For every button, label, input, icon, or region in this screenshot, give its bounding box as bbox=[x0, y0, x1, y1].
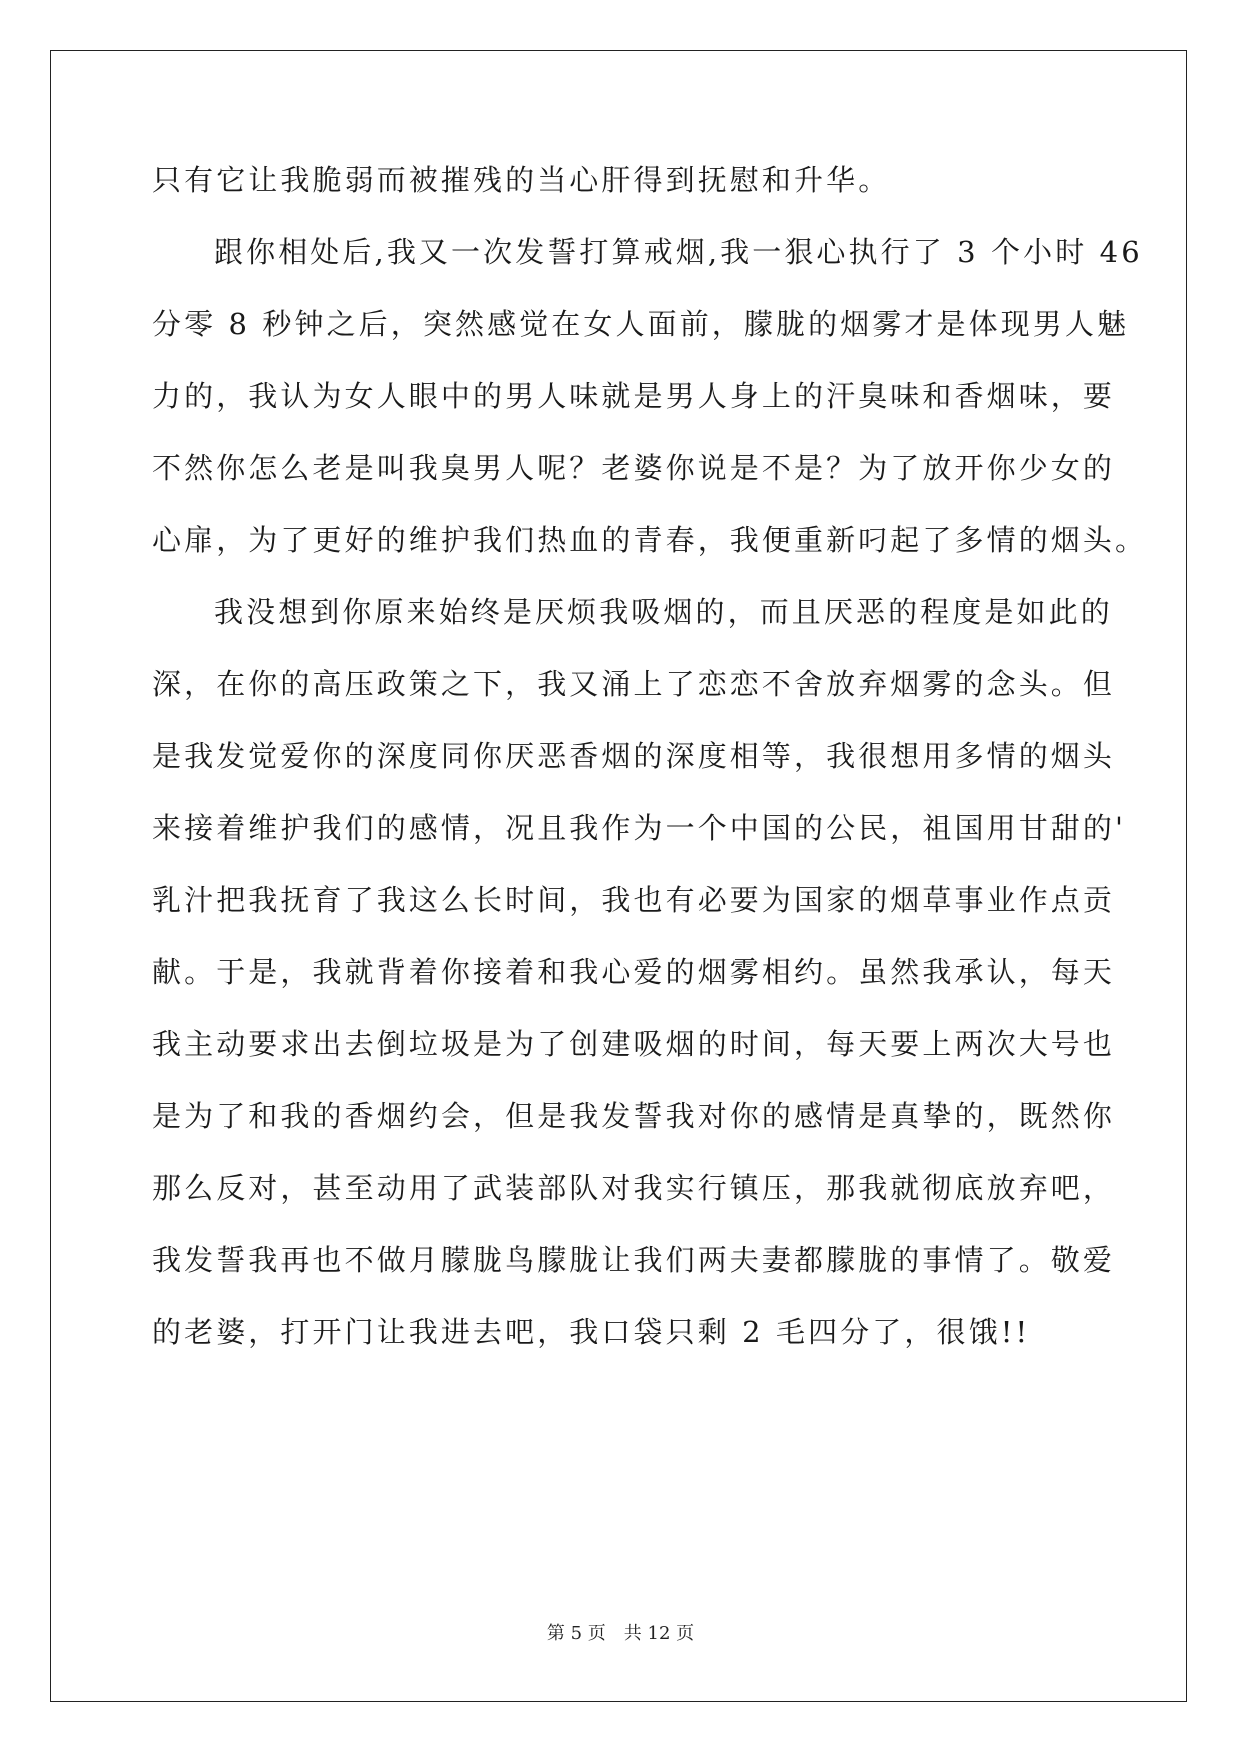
text-line: 只有它让我脆弱而被摧残的当心肝得到抚慰和升华。 bbox=[152, 163, 891, 197]
text-line: 的老婆，打开门让我进去吧，我口袋只剩 2 毛四分了，很饿!! bbox=[152, 1315, 1031, 1349]
paragraph-first-line: 跟你相处后,我又一次发誓打算戒烟,我一狠心执行了 3 个小时 46 bbox=[214, 235, 1143, 269]
text-line: 力的，我认为女人眼中的男人味就是男人身上的汗臭味和香烟味，要 bbox=[152, 379, 1116, 413]
text-line: 分零 8 秒钟之后，突然感觉在女人面前，朦胧的烟雾才是体现男人魅 bbox=[152, 307, 1130, 341]
text-line: 那么反对，甚至动用了武装部队对我实行镇压，那我就彻底放弃吧， bbox=[152, 1171, 1116, 1205]
text-line: 我主动要求出去倒垃圾是为了创建吸烟的时间，每天要上两次大号也 bbox=[152, 1027, 1116, 1061]
text-line: 来接着维护我们的感情，况且我作为一个中国的公民，祖国用甘甜的' bbox=[152, 811, 1127, 845]
text-line: 乳汁把我抚育了我这么长时间，我也有必要为国家的烟草事业作点贡 bbox=[152, 883, 1116, 917]
text-line: 不然你怎么老是叫我臭男人呢？老婆你说是不是？为了放开你少女的 bbox=[152, 451, 1116, 485]
page-number: 第 5 页 共 12 页 bbox=[546, 1623, 695, 1644]
text-line: 深，在你的高压政策之下，我又涌上了恋恋不舍放弃烟雾的念头。但 bbox=[152, 667, 1116, 701]
text-line: 心扉，为了更好的维护我们热血的青春，我便重新叼起了多情的烟头。 bbox=[152, 523, 1148, 557]
text-line: 献。于是，我就背着你接着和我心爱的烟雾相约。虽然我承认，每天 bbox=[152, 955, 1116, 989]
text-line: 我发誓我再也不做月朦胧鸟朦胧让我们两夫妻都朦胧的事情了。敬爱 bbox=[152, 1243, 1116, 1277]
text-line: 是我发觉爱你的深度同你厌恶香烟的深度相等，我很想用多情的烟头 bbox=[152, 739, 1116, 773]
paragraph-first-line: 我没想到你原来始终是厌烦我吸烟的，而且厌恶的程度是如此的 bbox=[214, 595, 1113, 629]
page-border bbox=[50, 50, 1187, 1702]
text-line: 是为了和我的香烟约会，但是我发誓我对你的感情是真挚的，既然你 bbox=[152, 1099, 1116, 1133]
